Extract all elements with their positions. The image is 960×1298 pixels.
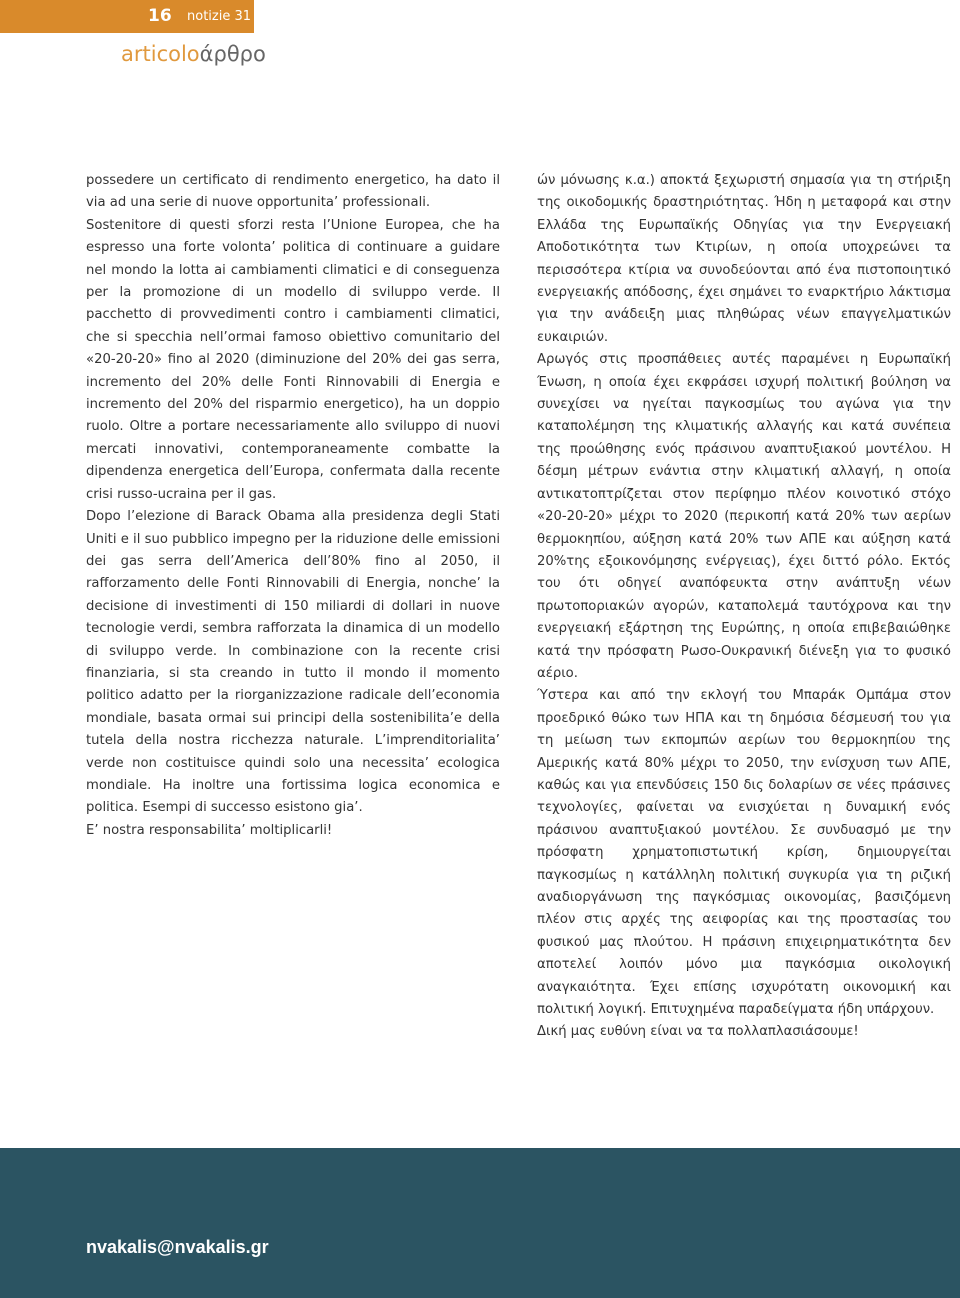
article-paragraph-closing: Δική μας ευθύνη είναι να τα πολλαπλασιάσουμε! [537,1024,859,1040]
article-column-greek [537,170,951,1044]
section-title-italian: articolo [121,42,200,66]
page-number: 16 [148,6,172,26]
article-paragraph-closing: E’ nostra responsabilita’ moltiplicarli! [86,822,333,838]
article-paragraph: Dopo l’elezione di Barack Obama alla presidenza degli Stati Uniti e il suo pubblico impegno per la riduzione delle emissioni dei gas serra dell’America dell’80% fino al 2050, il rafforzamento delle Fonti Rinnovabili di Energia, nonche’ la decisione di investimenti di 150 miliardi di dollari in nuove tecnologie verdi, sembra rafforzata la dinamica di un modello di sviluppo verde. In combinazione con la recente crisi finanziaria, si sta creando in tutto il mondo il momento politico adatto per la riorganizzazione radicale dell’economia mondiale, basata ormai sui principi della sostenibilita’e della tutela della nostra ricchezza naturale. L’imprenditorialita’ verde non costituisce quindi solo una necessita’ ecologica mondiale. Ha inoltre una fortissima logica economica e politica. Esempi di successo esistono gia’. [86,509,500,816]
article-paragraph: possedere un certificato di rendimento energetico, ha dato il via ad una serie di nuove opportunita’ professionali. [86,173,500,211]
article-paragraph: Αρωγός στις προσπάθειες αυτές παραμένει η Ευρωπαϊκή Ένωση, η οποία έχει εκφράσει ισχυρή πολιτική βούληση να συνεχίσει να ηγείται παγκοσμίως του αγώνα για την καταπολέμηση της κλιματικής αλλαγής και κατά συνέπεια της προώθησης ενός πράσινου αναπτυξιακού μοντέλου. Η δέσμη μέτρων ενάντια στην κλιματική αλλαγή, η οποία αντικατοπτρίζεται στον περίφημο πλέον κοινοτικό στόχο «20-20-20» μέχρι το 2020 (περικοπή κατά 20% των αερίων θερμοκηπίου, αύξηση κατά 20% των ΑΠΕ και αύξηση κατά 20%της εξοικονόμησης ενέργειας), έχει διττό ρόλο. Εκτός του ότι οδηγεί αναπόφευκτα στην ανάπτυξη νέων πρωτοποριακών αγορών, καταπολεμά ταυτόχρονα και την ενεργειακή εξάρτηση της Ευρώπης, η οποία επιβεβαιώθηκε κατά την πρόσφατη Ρωσο-Ουκρανική διένεξη για το φυσικό αέριο. [537,352,951,681]
issue-label: notizie 31 [187,9,252,24]
header-band [0,0,254,33]
article-paragraph: ών μόνωσης κ.α.) αποκτά ξεχωριστή σημασία για τη στήριξη της οικοδομικής δραστηριότητας. Ήδη η μεταφορά και στην Ελλάδα της Ευρωπαϊκής Οδηγίας για την Ενεργειακή Αποδοτικότητα των Κτιρίων, η οποία υποχρεώνει τα περισσότερα κτίρια να συνοδεύονται από ένα πιστοποιητικό ενεργειακής απόδοσης, έχει σημάνει το εναρκτήριο λάκτισμα για την ανάδειξη μιας πληθώρας νέων επαγγελματικών ευκαιριών. [537,173,951,345]
footer-band [0,1148,960,1298]
article-column-italian [86,170,500,842]
section-title [121,41,266,67]
article-paragraph: Sostenitore di questi sforzi resta l’Unione Europea, che ha espresso una forte volonta’ politica di continuare a guidare nel mondo la lotta ai cambiamenti climatici e di conseguenza per la promozione di un modello di sviluppo verde. Il pacchetto di provvedimenti contro i cambiamenti climatici, che si specchia nell’ormai famoso obiettivo comunitario del «20-20-20» fino al 2020 (diminuzione del 20% dei gas serra, incremento del 20% delle Fonti Rinnovabili di Energia e incremento del 20% del risparmio energetico), ha un doppio ruolo. Oltre a portare necessariamente allo sviluppo di nuovi mercati innovativi, contemporaneamente combatte la dipendenza energetica dell’Europa, confermata dalla recente crisi russo-ucraina per il gas. [86,217,500,502]
section-title-greek: άρθρο [199,42,266,66]
footer-email[interactable]: nvakalis@nvakalis.gr [86,1237,269,1257]
article-paragraph: Ύστερα και από την εκλογή του Μπαράκ Ομπάμα στον προεδρικό θώκο των ΗΠΑ και τη δημόσια δέσμευσή του για τη μείωση των εκπομπών αερίων του θερμοκηπίου της Αμερικής κατά 80% μέχρι το 2050, την ενίσχυση των ΑΠΕ, καθώς και για επενδύσεις 150 δις δολαρίων σε νέες πράσινες τεχνολογίες, φαίνεται να ενισχύεται η δυναμική ενός πράσινου αναπτυξιακού μοντέλου. Σε συνδυασμό με την πρόσφατη χρηματοπιστωτική κρίση, δημιουργείται παγκοσμίως η κατάλληλη πολιτική συγκυρία για τη ριζική αναδιοργάνωση της παγκόσμιας οικονομίας, βασιζόμενη πλέον στις αρχές της αειφορίας και της προστασίας του φυσικού μας πλούτου. Η πράσινη επιχειρηματικότητα δεν αποτελεί λοιπόν μόνο μια παγκόσμια οικολογική αναγκαιότητα. Έχει επίσης ισχυρότατη οικονομική και πολιτική λογική. Επιτυχημένα παραδείγματα ήδη υπάρχουν. [537,688,951,1018]
